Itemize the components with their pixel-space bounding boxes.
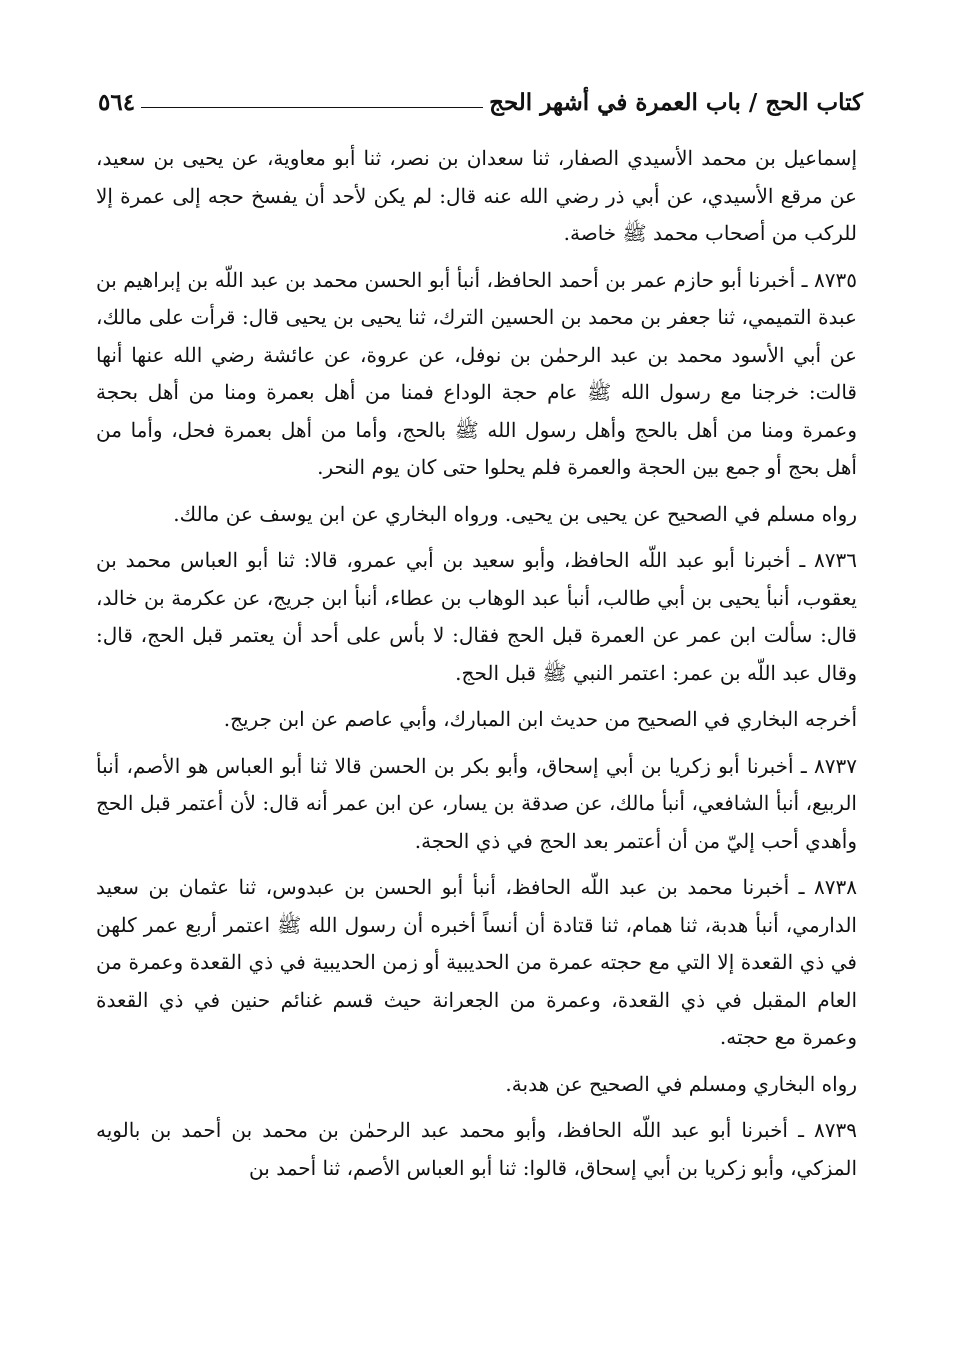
page-header: [98, 78, 863, 118]
hadith-8736: ٨٧٣٦ ـ أخبرنا أبو عبد اللّه الحافظ، وأبو سعيد بن أبي عمرو، قالا: ثنا أبو العباس محمد بن يعقوب، أنبأ يحيى بن أبي طالب، أنبأ عبد الوهاب بن عطاء، أنبأ ابن جريج، عن عكرمة بن خالد، قال: سألت ابن عمر عن العمرة قبل الحج فقال: لا بأس على أحد أن يعتمر قبل الحج، قال: وقال عبد اللّه بن عمر: اعتمر النبي ﷺ قبل الحج.: [96, 548, 857, 685]
hadith-8737: ٨٧٣٧ ـ أخبرنا أبو زكريا بن أبي إسحاق، وأبو بكر بن الحسن قالا ثنا أبو العباس هو الأصم، أنبأ الربيع، أنبأ الشافعي، أنبأ مالك، عن صدقة بن يسار، عن ابن عمر أنه قال: لأن أعتمر قبل الحج وأهدي أحب إليّ من أن أعتمر بعد الحج في ذي الحجة.: [96, 753, 857, 853]
hadith-8738: ٨٧٣٨ ـ أخبرنا محمد بن عبد اللّه الحافظ، أنبأ أبو الحسن بن عبدوس، ثنا عثمان بن سعيد الدارمي، أنبأ هدبة، ثنا همام، ثنا قتادة أن أنساً أخبره أن رسول الله ﷺ اعتمر أربع عمر كلهن في ذي القعدة إلا التي مع حجته عمرة من الحديبية أو زمن الحديبية في ذي القعدة وعمرة من العام المقبل في ذي القعدة، وعمرة من الجعرانة حيث قسم غنائم حنين في ذي القعدة وعمرة مع حجته.: [96, 875, 857, 1049]
hadith-8735: ٨٧٣٥ ـ أخبرنا أبو حازم عمر بن أحمد الحافظ، أنبأ أبو الحسن محمد بن عبد اللّه بن إبراهيم بن عبدة التميمي، ثنا جعفر بن محمد بن الحسين الترك، ثنا يحيى بن يحيى قال: قرأت على مالك، عن أبي الأسود محمد بن عبد الرحمٰن بن نوفل، عن عروة، عن عائشة رضي الله عنها أنها قالت: خرجنا مع رسول الله ﷺ عام حجة الوداع فمنا من أهل بعمرة ومنا من أهل بحجة وعمرة ومنا من أهل بالحج وأهل رسول الله ﷺ بالحج، وأما من أهل بعمرة فحل، وأما من أهل بحج أو جمع بين الحجة والعمرة فلم يحلوا حتى كان يوم النحر.: [96, 267, 857, 479]
page-body: [96, 140, 857, 1196]
page-number: ٥٦٤: [98, 89, 136, 116]
commentary-8735: رواه مسلم في الصحيح عن يحيى بن يحيى. ورواه البخاري عن ابن يوسف عن مالك.: [173, 501, 857, 526]
paragraph-continuation: إسماعيل بن محمد الأسيدي الصفار، ثنا سعدان بن نصر، ثنا أبو معاوية، عن يحيى بن سعيد، عن مرقع الأسيدي، عن أبي ذر رضي الله عنه قال: لم يكن لأحد أن يفسخ حجه إلى عمرة إلا للركب من أصحاب محمد ﷺ خاصة.: [96, 146, 857, 245]
commentary-8738: رواه البخاري ومسلم في الصحيح عن هدبة.: [505, 1071, 857, 1096]
commentary-8736: أخرجه البخاري في الصحيح من حديث ابن المبارك، وأبي عاصم عن ابن جريج.: [223, 707, 857, 731]
hadith-8739: ٨٧٣٩ ـ أخبرنا أبو عبد اللّه الحافظ، وأبو محمد عبد الرحمٰن بن محمد بن أحمد بن بالويه المزكي، وأبو زكريا بن أبي إسحاق، قالوا: ثنا أبو العباس الأصم، ثنا أحمد بن: [96, 1118, 857, 1180]
chapter-title: كتاب الحج / باب العمرة في أشهر الحج: [489, 89, 863, 116]
header-rule: [141, 107, 483, 108]
